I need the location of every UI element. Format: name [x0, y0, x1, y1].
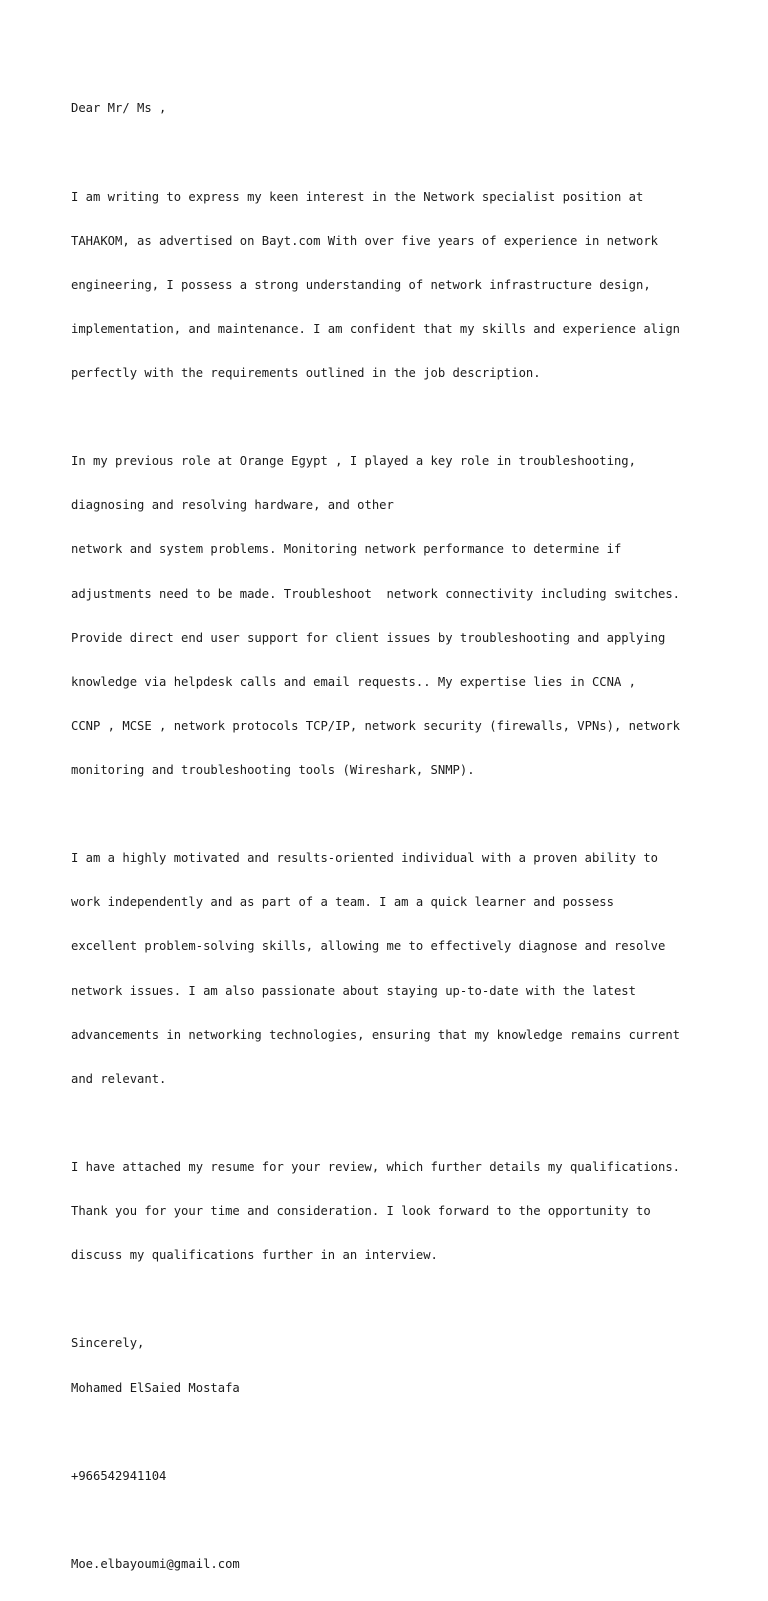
paragraph-line: knowledge via helpdesk calls and email requests.. My expertise lies in CCNA ,	[71, 675, 721, 690]
contact-email	[71, 1528, 721, 1601]
phone-text: +966542941104	[71, 1469, 721, 1484]
paragraph-line: and relevant.	[71, 1072, 721, 1087]
salutation	[71, 72, 721, 146]
paragraph-line: Provide direct end user support for client issues by troubleshooting and applying	[71, 631, 721, 646]
paragraph-line: discuss my qualifications further in an interview.	[71, 1248, 721, 1263]
paragraph-line: network issues. I am also passionate about staying up-to-date with the latest	[71, 984, 721, 999]
signature-block	[71, 1307, 721, 1425]
paragraph-line: perfectly with the requirements outlined in the job description.	[71, 366, 721, 381]
paragraph-line: I am writing to express my keen interest in the Network specialist position at	[71, 190, 721, 205]
salutation-text: Dear Mr/ Ms ,	[71, 101, 721, 116]
paragraph-line: I have attached my resume for your review, which further details my qualifications.	[71, 1160, 721, 1175]
paragraph-experience	[71, 425, 721, 807]
cover-letter	[71, 72, 721, 1601]
paragraph-line: advancements in networking technologies, ensuring that my knowledge remains current	[71, 1028, 721, 1043]
paragraph-line: TAHAKOM, as advertised on Bayt.com With over five years of experience in network	[71, 234, 721, 249]
paragraph-line: engineering, I possess a strong understanding of network infrastructure design,	[71, 278, 721, 293]
paragraph-line: work independently and as part of a team. I am a quick learner and possess	[71, 895, 721, 910]
paragraph-line: excellent problem-solving skills, allowing me to effectively diagnose and resolve	[71, 939, 721, 954]
paragraph-line: network and system problems. Monitoring network performance to determine if	[71, 542, 721, 557]
paragraph-line: I am a highly motivated and results-oriented individual with a proven ability to	[71, 851, 721, 866]
paragraph-intro	[71, 160, 721, 410]
paragraph-line: implementation, and maintenance. I am confident that my skills and experience align	[71, 322, 721, 337]
paragraph-line: adjustments need to be made. Troubleshoot network connectivity including switches.	[71, 587, 721, 602]
paragraph-line: diagnosing and resolving hardware, and other	[71, 498, 721, 513]
paragraph-line: Thank you for your time and consideration. I look forward to the opportunity to	[71, 1204, 721, 1219]
contact-phone	[71, 1439, 721, 1513]
email-text: Moe.elbayoumi@gmail.com	[71, 1557, 721, 1572]
signature-name: Mohamed ElSaied Mostafa	[71, 1381, 721, 1396]
closing-text: Sincerely,	[71, 1336, 721, 1351]
paragraph-closing	[71, 1131, 721, 1293]
paragraph-qualities	[71, 822, 721, 1116]
paragraph-line: In my previous role at Orange Egypt , I played a key role in troubleshooting,	[71, 454, 721, 469]
paragraph-line: monitoring and troubleshooting tools (Wireshark, SNMP).	[71, 763, 721, 778]
paragraph-line: CCNP , MCSE , network protocols TCP/IP, network security (firewalls, VPNs), network	[71, 719, 721, 734]
